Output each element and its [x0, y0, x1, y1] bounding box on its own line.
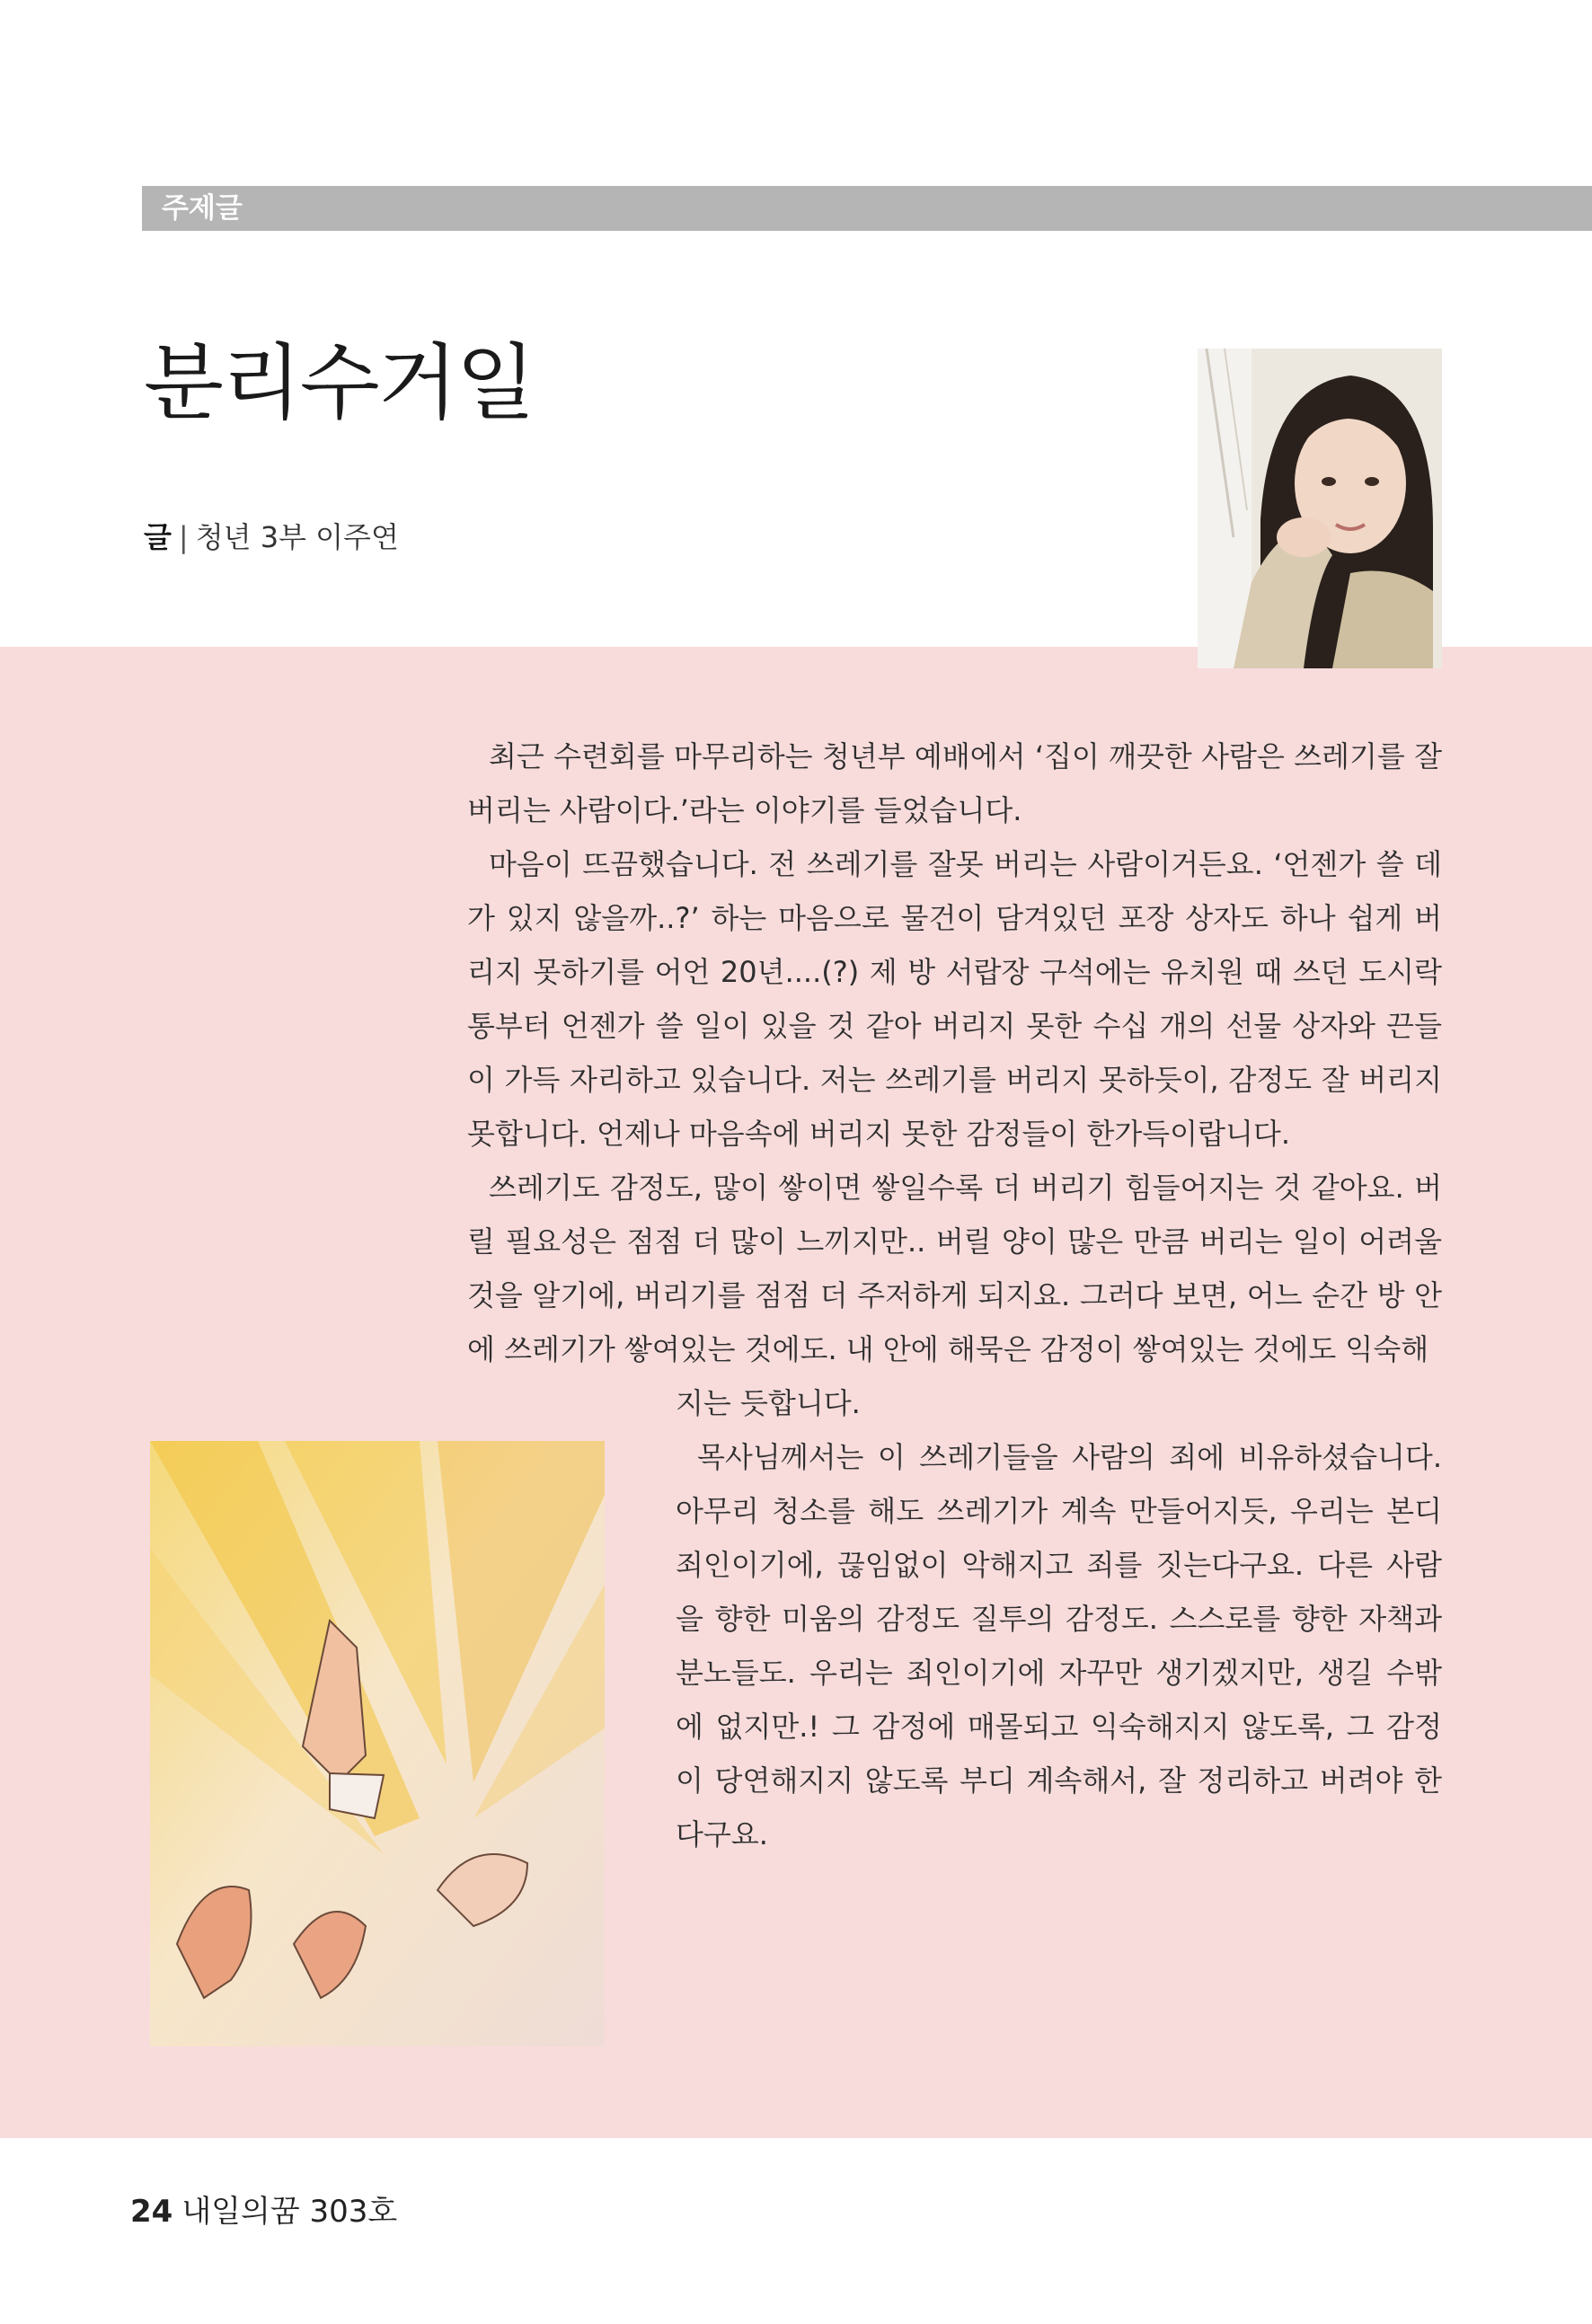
praying-hands-painting — [150, 1441, 605, 2046]
byline-separator: | — [178, 520, 189, 554]
paragraph-3: 쓰레기도 감정도, 많이 쌓이면 쌓일수록 더 버리기 힘들어지는 것 같아요. 버릴 필요성은 점점 더 많이 느끼지만.. 버릴 양이 많은 만큼 버리는 일이 어려울 것을 알기에, 버리기를 점점 더 주저하게 되지요. 그러다 보면, 어느 순간 방 안에 쓰레기가 쌓여있는 것에도. 내 안에 해묵은 감정이 쌓여있는 것에도 익숙해 — [467, 1171, 1442, 1366]
section-header-bar — [142, 186, 1592, 231]
article-title: 분리수거일 — [144, 335, 535, 431]
publication-name: 내일의꿈 303호 — [181, 2194, 398, 2230]
paragraph-1: 최근 수련회를 마무리하는 청년부 예배에서 ‘집이 깨끗한 사람은 쓰레기를 잘 버리는 사람이다.’라는 이야기를 들었습니다. — [467, 739, 1442, 827]
byline — [144, 519, 399, 555]
portrait-illustration — [1198, 349, 1442, 668]
painting-illustration — [150, 1441, 605, 2046]
byline-author: 청년 3부 이주연 — [195, 520, 399, 554]
paragraph-4: 목사님께서는 이 쓰레기들을 사람의 죄에 비유하셨습니다. 아무리 청소를 해도 쓰레기가 계속 만들어지듯, 우리는 본디 죄인이기에, 끊임없이 악해지고 죄를 짓는다구요. 다른 사람을 향한 미움의 감정도 질투의 감정도. 스스로를 향한 자책과 분노들도. 우리는 죄인이기에 자꾸만 생기겠지만, 생길 수밖에 없지만.! 그 감정에 매몰되고 익숙해지지 않도록, 그 감정이 당연해지지 않도록 부디 계속해서, 잘 정리하고 버려야 한다구요. — [676, 1440, 1442, 1851]
byline-lead: 글 — [144, 520, 172, 554]
author-portrait-photo — [1198, 349, 1442, 668]
section-label: 주제글 — [162, 192, 243, 225]
page-footer — [130, 2192, 397, 2231]
paragraph-2: 마음이 뜨끔했습니다. 전 쓰레기를 잘못 버리는 사람이거든요. ‘언젠가 쓸 데가 있지 않을까..?’ 하는 마음으로 물건이 담겨있던 포장 상자도 하나 쉽게 버리지 못하기를 어언 20년....(?) 제 방 서랍장 구석에는 유치원 때 쓰던 도시락통부터 언젠가 쓸 일이 있을 것 같아 버리지 못한 수십 개의 선물 상자와 끈들이 가득 자리하고 있습니다. 저는 쓰레기를 버리지 못하듯이, 감정도 잘 버리지 못합니다. 언제나 마음속에 버리지 못한 감정들이 한가득이랍니다. — [467, 847, 1442, 1151]
page-number: 24 — [130, 2194, 173, 2230]
paragraph-3-continuation: 지는 듯합니다. — [676, 1386, 861, 1420]
